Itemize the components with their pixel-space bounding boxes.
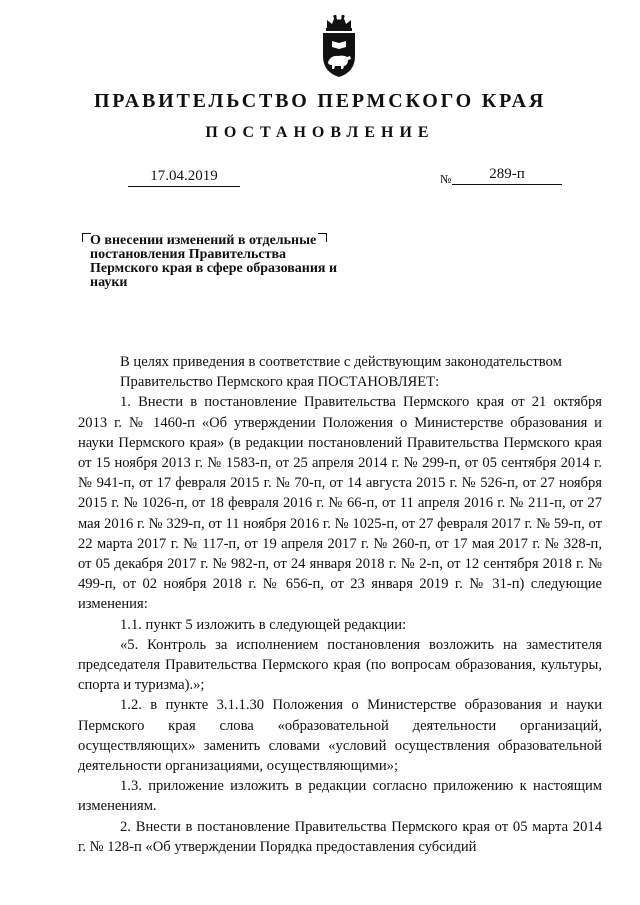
intro-line-1: В целях приведения в соответствие с действующим законодательством [120, 354, 562, 370]
paragraph-1-1-quote: «5. Контроль за исполнением постановления возложить на заместителя председателя Правительства Пермского края (по вопросам образования, культуры, спорта и туризма).»; [78, 636, 602, 694]
paragraph-1-1: 1.1. пункт 5 изложить в следующей редакции: [120, 616, 407, 633]
paragraph-1: 1. Внести в постановление Правительства Пермского края от 21 октября 2013 г. № 1460-п «Об утверждении Положения о Министерстве образования и науки Пермского края» (в редакции постановлений Правительства Пермского края от 15 ноября 2013 г. № 1583-п, от 25 апреля 2014 г. № 299-п, от 05 сентября 2014 г. № 941-п, от 17 февраля 2015 г. № 70-п, от 14 августа 2015 г. № 526-п, от 27 ноября 2015 г. № 1026-п, от 18 февраля 2016 г. № 66-п, от 11 апреля 2016 г. № 211-п, от 27 мая 2016 г. № 329-п, от 11 ноября 2016 г. № 1025-п, от 27 февраля 2017 г. № 59-п, от 22 марта 2017 г. № 117-п, от 19 апреля 2017 г. № 260-п, от 17 мая 2017 г. № 328-п, от 05 декабря 2017 г. № 982-п, от 24 января 2018 г. № 2-п, от 12 сентября 2018 г. № 499-п, от 02 ноября 2018 г. № 656-п, от 23 января 2019 г. № 31-п) следующие изменения: [78, 394, 602, 613]
government-title: ПРАВИТЕЛЬСТВО ПЕРМСКОГО КРАЯ [93, 90, 547, 112]
document-type: ПОСТАНОВЛЕНИЕ [205, 124, 435, 141]
document-subject: О внесении изменений в отдельные постановления Правительства Пермского края в сфере образования и науки [90, 233, 338, 290]
document-number: 289-п [452, 166, 562, 185]
paragraph-1-3: 1.3. приложение изложить в редакции согласно приложению к настоящим изменениям. [78, 778, 602, 815]
paragraph-1-2: 1.2. в пункте 3.1.1.30 Положения о Министерстве образования и науки Пермского края слова «образовательной деятельности организаций, осуществляющих» заменить словами «условий осуществления образовательной деятельности организациями, осуществляющими»; [78, 697, 602, 775]
document-date: 17.04.2019 [128, 168, 240, 187]
intro-line-2: Правительство Пермского края ПОСТАНОВЛЯЕТ: [120, 374, 440, 391]
coat-of-arms-icon [319, 14, 359, 78]
document-body [78, 352, 602, 857]
paragraph-2: 2. Внести в постановление Правительства Пермского края от 05 марта 2014 г. № 128-п «Об утверждении Порядка предоставления субсидий [78, 818, 602, 855]
number-sign: № [440, 172, 452, 186]
